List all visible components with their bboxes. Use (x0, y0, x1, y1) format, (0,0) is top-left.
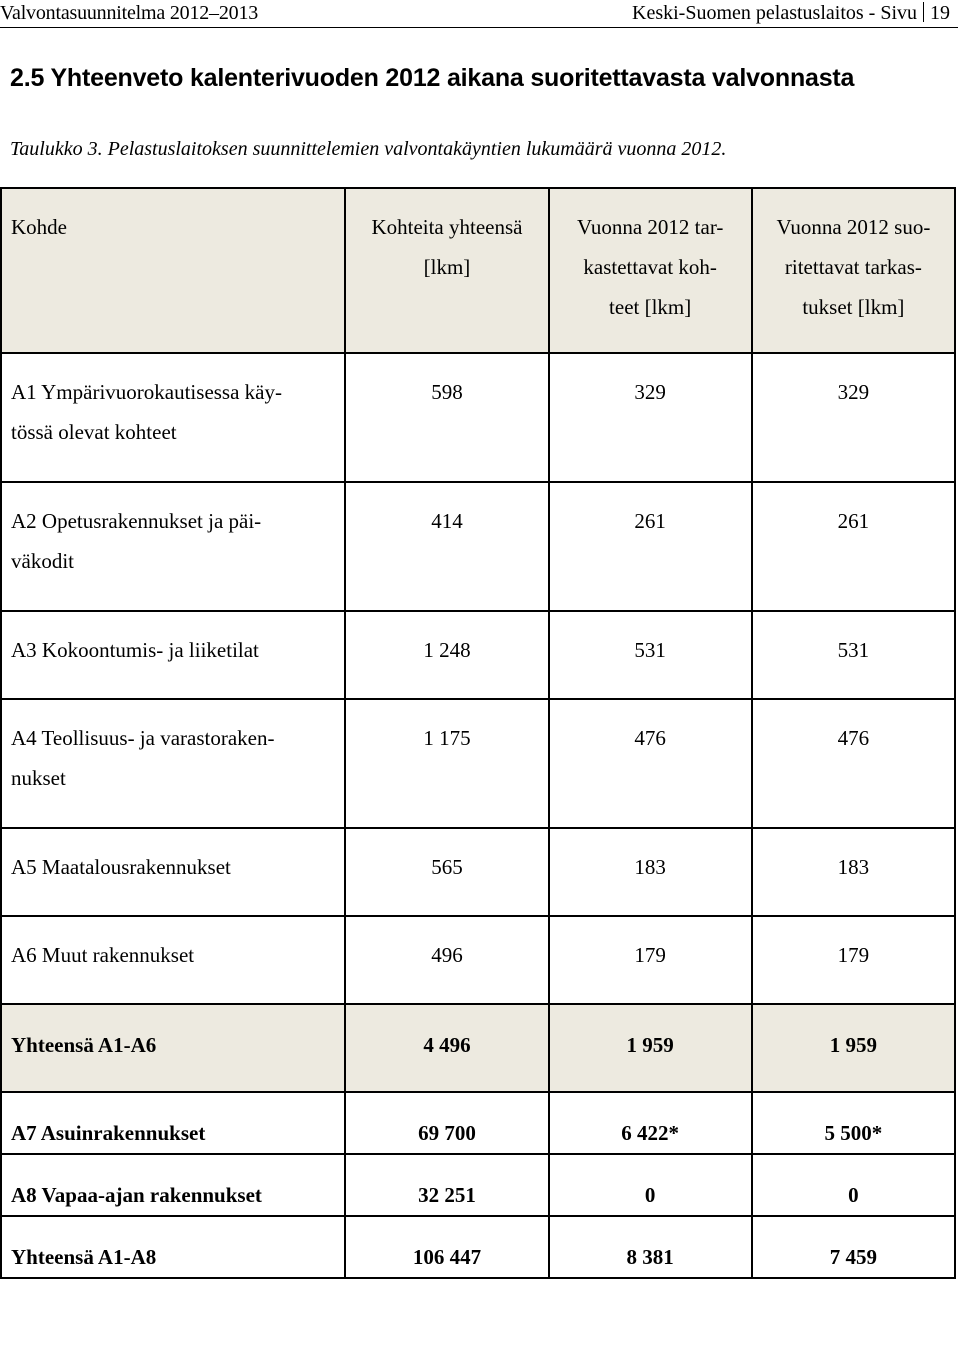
planned-cell: 8 381 (549, 1216, 752, 1278)
total-cell: 1 175 (345, 699, 548, 828)
performed-cell: 531 (752, 611, 955, 699)
row-label-cell (1, 916, 345, 1004)
row-label-line: väkodit (11, 549, 74, 573)
total-cell: 598 (345, 353, 548, 482)
row-label-cell (1, 1216, 345, 1278)
table-row (1, 1092, 955, 1154)
row-label-line: A2 Opetusrakennukset ja päi- (11, 509, 262, 533)
row-label-line: A1 Ympärivuorokautisessa käy- (11, 380, 282, 404)
row-label-line: A4 Teollisuus- ja varastoraken- (11, 726, 275, 750)
planned-cell: 179 (549, 916, 752, 1004)
table-row (1, 353, 955, 482)
total-cell: 106 447 (345, 1216, 548, 1278)
total-cell: 32 251 (345, 1154, 548, 1216)
performed-cell: 261 (752, 482, 955, 611)
planned-cell: 329 (549, 353, 752, 482)
performed-cell: 7 459 (752, 1216, 955, 1278)
row-label-cell (1, 699, 345, 828)
table-row (1, 1154, 955, 1216)
row-label-line: Yhteensä A1-A8 (11, 1245, 157, 1269)
document-title: Valvontasuunnitelma 2012–2013 (0, 2, 259, 24)
row-label-line: Yhteensä A1-A6 (11, 1033, 157, 1057)
header-line: Kohde (11, 215, 67, 239)
performed-cell: 1 959 (752, 1004, 955, 1092)
table-row (1, 1004, 955, 1092)
row-label-line: A6 Muut rakennukset (11, 943, 195, 967)
row-label-line: A7 Asuinrakennukset (11, 1121, 206, 1145)
row-label-cell (1, 1004, 345, 1092)
row-label-cell (1, 353, 345, 482)
header-line: Vuonna 2012 suo- (776, 215, 931, 239)
table-row (1, 482, 955, 611)
header-line: Kohteita yhteensä (371, 215, 523, 239)
column-header-total (345, 188, 548, 353)
page-header (0, 0, 958, 28)
row-label-cell (1, 482, 345, 611)
row-label-line: A3 Kokoontumis- ja liiketilat (11, 638, 259, 662)
planned-cell: 0 (549, 1154, 752, 1216)
header-line: Vuonna 2012 tar- (576, 215, 724, 239)
total-cell: 565 (345, 828, 548, 916)
table-row (1, 699, 955, 828)
performed-cell: 183 (752, 828, 955, 916)
planned-cell: 1 959 (549, 1004, 752, 1092)
planned-cell: 531 (549, 611, 752, 699)
planned-cell: 476 (549, 699, 752, 828)
total-cell: 69 700 (345, 1092, 548, 1154)
performed-cell: 5 500* (752, 1092, 955, 1154)
table-row (1, 916, 955, 1004)
table-row (1, 1216, 955, 1278)
planned-cell: 261 (549, 482, 752, 611)
header-line: kastettavat koh- (583, 255, 717, 279)
inspection-summary-table (0, 187, 956, 1279)
table-header-row (1, 188, 955, 353)
table-row (1, 828, 955, 916)
row-label-cell (1, 1092, 345, 1154)
header-line: tukset [lkm] (802, 295, 905, 319)
header-line: teet [lkm] (609, 295, 692, 319)
column-header-performed (752, 188, 955, 353)
planned-cell: 6 422* (549, 1092, 752, 1154)
performed-cell: 0 (752, 1154, 955, 1216)
column-header-planned (549, 188, 752, 353)
header-line: [lkm] (423, 255, 471, 279)
performed-cell: 329 (752, 353, 955, 482)
row-label-line: A8 Vapaa-ajan rakennukset (11, 1183, 262, 1207)
total-cell: 4 496 (345, 1004, 548, 1092)
page-number: 19 (930, 2, 950, 24)
total-cell: 414 (345, 482, 548, 611)
total-cell: 1 248 (345, 611, 548, 699)
section-heading: 2.5 Yhteenveto kalenterivuoden 2012 aikana suoritettavasta valvonnasta (10, 64, 855, 92)
header-separator (923, 2, 924, 22)
page-info (632, 0, 950, 27)
row-label-line: A5 Maatalousrakennukset (11, 855, 231, 879)
table-body (1, 353, 955, 1278)
header-line: ritettavat tarkas- (784, 255, 922, 279)
row-label-cell (1, 1154, 345, 1216)
row-label-cell (1, 611, 345, 699)
performed-cell: 476 (752, 699, 955, 828)
table-caption: Taulukko 3. Pelastuslaitoksen suunnittelemien valvontakäyntien lukumäärä vuonna 2012. (10, 138, 727, 160)
planned-cell: 183 (549, 828, 752, 916)
table-row (1, 611, 955, 699)
organization-page-label: Keski-Suomen pelastuslaitos - Sivu (632, 2, 917, 24)
column-header-kohde (1, 188, 345, 353)
row-label-cell (1, 828, 345, 916)
row-label-line: nukset (11, 766, 66, 790)
total-cell: 496 (345, 916, 548, 1004)
performed-cell: 179 (752, 916, 955, 1004)
row-label-line: tössä olevat kohteet (11, 420, 177, 444)
